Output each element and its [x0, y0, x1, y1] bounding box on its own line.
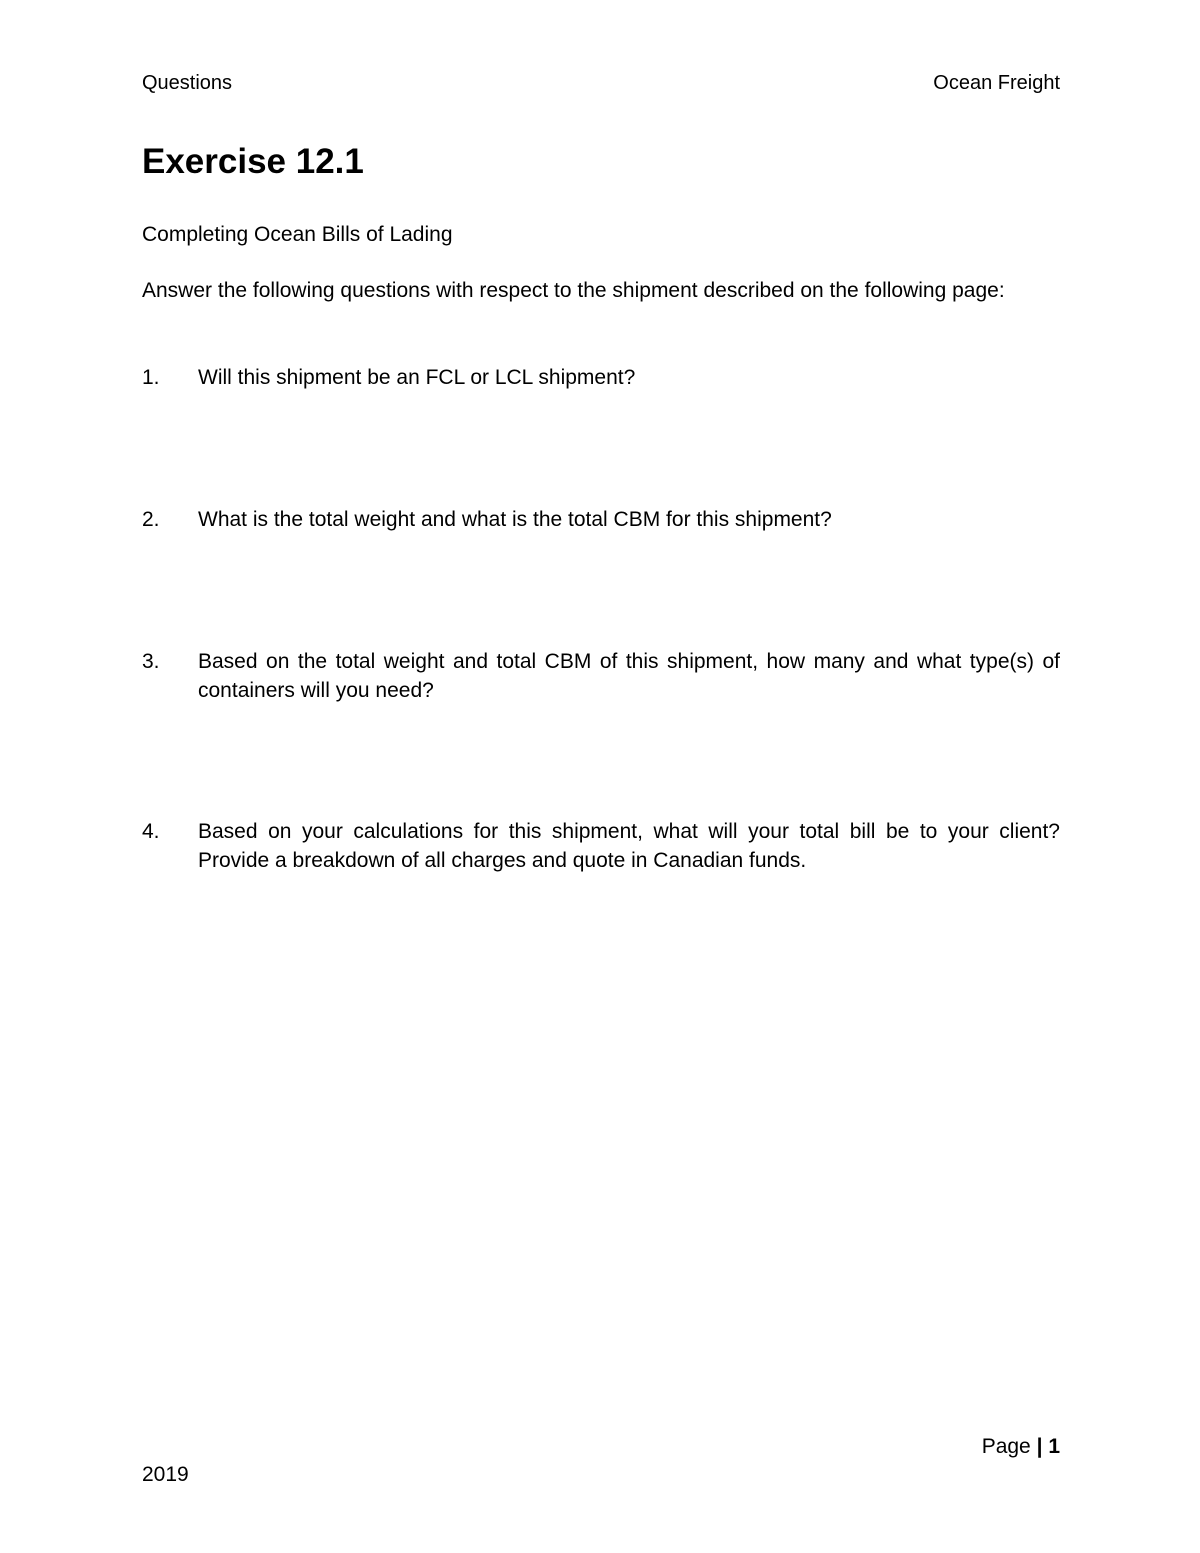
page-title: Exercise 12.1: [142, 142, 364, 181]
question-text: Based on the total weight and total CBM of this shipment, how many and what type(s) of containers will you need?: [198, 650, 1060, 702]
question-number: 4.: [142, 820, 160, 843]
header-left-text: Questions: [142, 72, 233, 94]
page-number-footer: [982, 1432, 1060, 1461]
header-right-text: Ocean Freight: [933, 72, 1060, 94]
page-separator: |: [1036, 1435, 1043, 1458]
question-text: Based on your calculations for this shipment, what will your total bill be to your client? Provide a breakdown of all charges and quote in Canadian funds.: [198, 820, 1060, 872]
page-subtitle: Completing Ocean Bills of Lading: [142, 223, 453, 246]
page-label: Page: [981, 1435, 1031, 1458]
question-text: What is the total weight and what is the total CBM for this shipment?: [198, 508, 832, 531]
page-number: 1: [1048, 1435, 1060, 1458]
question-number: 2.: [142, 508, 160, 531]
footer-year: 2019: [142, 1463, 189, 1486]
question-item: [142, 817, 1060, 875]
question-number: 3.: [142, 650, 160, 673]
question-text: Will this shipment be an FCL or LCL shipment?: [198, 366, 636, 389]
question-number: 1.: [142, 366, 160, 389]
question-item: [142, 505, 1060, 534]
question-item: [142, 363, 1060, 392]
intro-paragraph: Answer the following questions with respect to the shipment described on the following page:: [142, 279, 1005, 302]
question-item: [142, 647, 1060, 705]
